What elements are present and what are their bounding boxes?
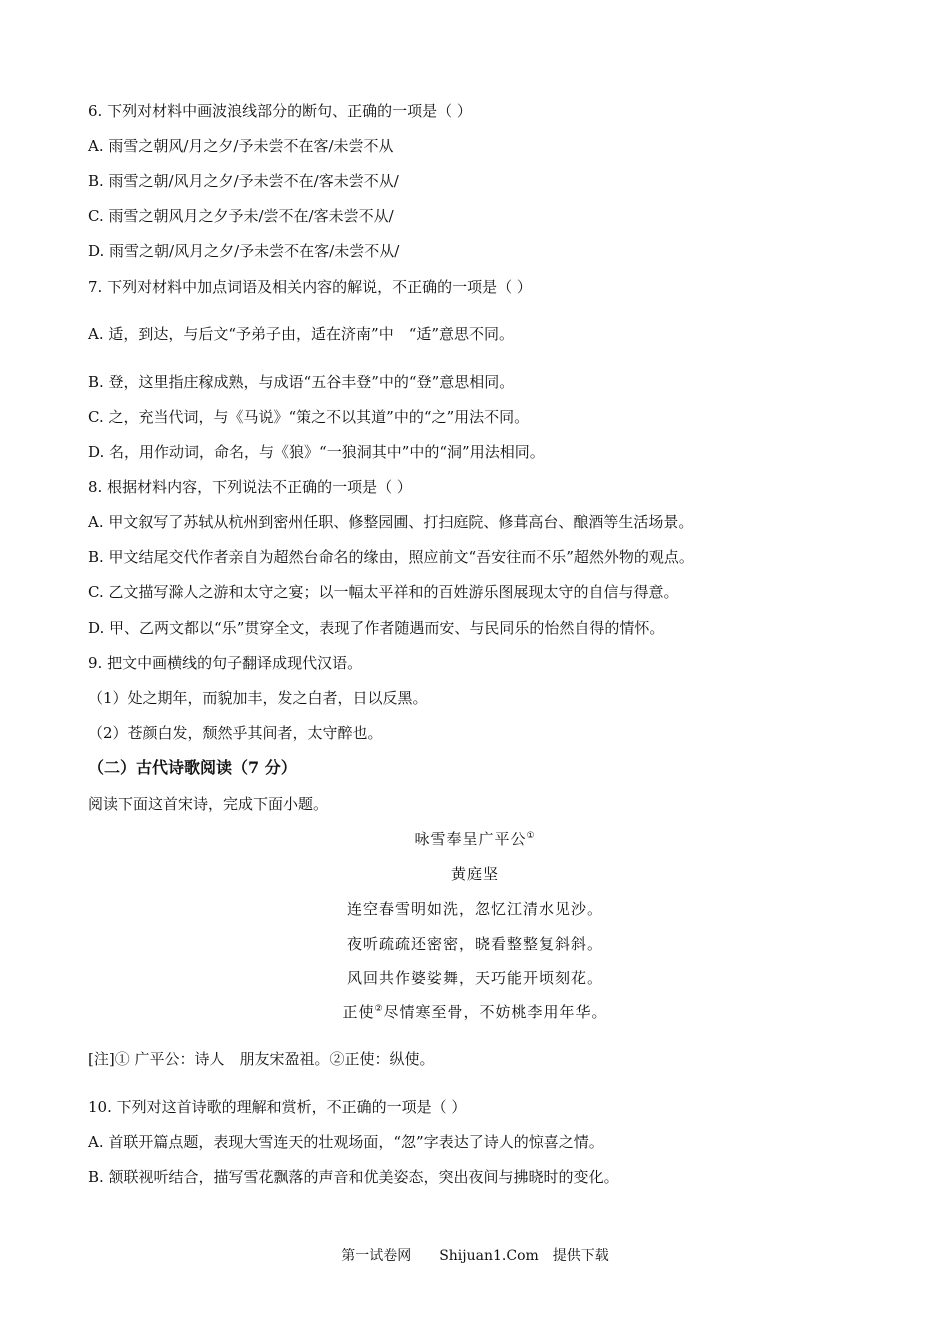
q8-stem: 8. 根据材料内容，下列说法不正确的一项是（ ）	[88, 478, 412, 496]
poem-title-footnote-mark: ①	[526, 831, 536, 841]
q7-option-c: C. 之，充当代词，与《马说》“策之不以其道”中的“之”用法不同。	[88, 408, 530, 426]
poem-title	[0, 829, 950, 849]
poem-line-4	[0, 1002, 950, 1022]
q8-option-d: D. 甲、乙两文都以“乐”贯穿全文，表现了作者随遇而安、与民同乐的怡然自得的情怀。	[88, 619, 665, 637]
poem-line-1: 连空春雪明如洗，忽忆江清水见沙。	[346, 900, 603, 918]
q10-stem: 10. 下列对这首诗歌的理解和赏析，不正确的一项是（ ）	[88, 1098, 467, 1116]
q8-option-c: C. 乙文描写滁人之游和太守之宴；以一幅太平祥和的百姓游乐图展现太守的自信与得意。	[88, 583, 679, 601]
poem-title-text: 咏雪奉呈广平公	[414, 830, 527, 848]
q10-option-a: A. 首联开篇点题，表现大雪连天的壮观场面，“忽”字表达了诗人的惊喜之情。	[88, 1133, 604, 1151]
page-footer: 第一试卷网 Shijuan1.Com 提供下载	[341, 1248, 609, 1264]
q7-option-b: B. 登，这里指庄稼成熟，与成语“五谷丰登”中的“登”意思相同。	[88, 373, 515, 391]
q7-option-a: A. 适，到达，与后文“予弟子由，适在济南”中 “适”意思不同。	[88, 325, 515, 343]
poem-line-4-start: 正使	[342, 1003, 375, 1021]
poem-line-2: 夜听疏疏还密密，晓看整整复斜斜。	[346, 935, 603, 953]
q7-stem: 7. 下列对材料中加点词语及相关内容的解说，不正确的一项是（ ）	[88, 278, 532, 296]
q9-item-1: （1）处之期年，而貌加丰，发之白者，日以反黑。	[88, 689, 428, 707]
q9-stem: 9. 把文中画横线的句子翻译成现代汉语。	[88, 654, 363, 672]
poem-note: [注]① 广平公：诗人 朋友宋盈祖。②正使：纵使。	[88, 1050, 435, 1068]
q6-option-c: C. 雨雪之朝风月之夕予未/尝不在/客未尝不从/	[88, 207, 394, 225]
q6-option-a: A. 雨雪之朝风/月之夕/予未尝不在客/未尝不从	[88, 137, 394, 155]
q6-option-d: D. 雨雪之朝/风月之夕/予未尝不在客/未尝不从/	[88, 242, 400, 260]
poem-line-4-footnote-mark: ②	[374, 1004, 384, 1014]
poem-author: 黄庭坚	[450, 865, 499, 883]
q6-stem: 6. 下列对材料中画波浪线部分的断句、正确的一项是（ ）	[88, 102, 472, 120]
q7-option-d: D. 名，用作动词，命名，与《狼》“一狼洞其中”中的“洞”用法相同。	[88, 443, 545, 461]
q8-option-b: B. 甲文结尾交代作者亲自为超然台命名的缘由，照应前文“吾安往而不乐”超然外物的观点。	[88, 548, 694, 566]
section-intro: 阅读下面这首宋诗，完成下面小题。	[88, 795, 329, 813]
q10-option-b: B. 颔联视听结合，描写雪花飘落的声音和优美姿态，突出夜间与拂晓时的变化。	[88, 1168, 619, 1186]
section-heading: （二）古代诗歌阅读（7 分）	[88, 758, 297, 777]
q9-item-2: （2）苍颜白发，颓然乎其间者，太守醉也。	[88, 724, 383, 742]
poem-line-3: 风回共作婆娑舞，天巧能开顷刻花。	[346, 969, 603, 987]
q8-option-a: A. 甲文叙写了苏轼从杭州到密州任职、修整园圃、打扫庭院、修葺高台、酿酒等生活场景。	[88, 513, 694, 531]
q6-option-b: B. 雨雪之朝/风月之夕/予未尝不在/客未尝不从/	[88, 172, 399, 190]
poem-line-4-end: 尽情寒至骨，不妨桃李用年华。	[383, 1003, 608, 1021]
